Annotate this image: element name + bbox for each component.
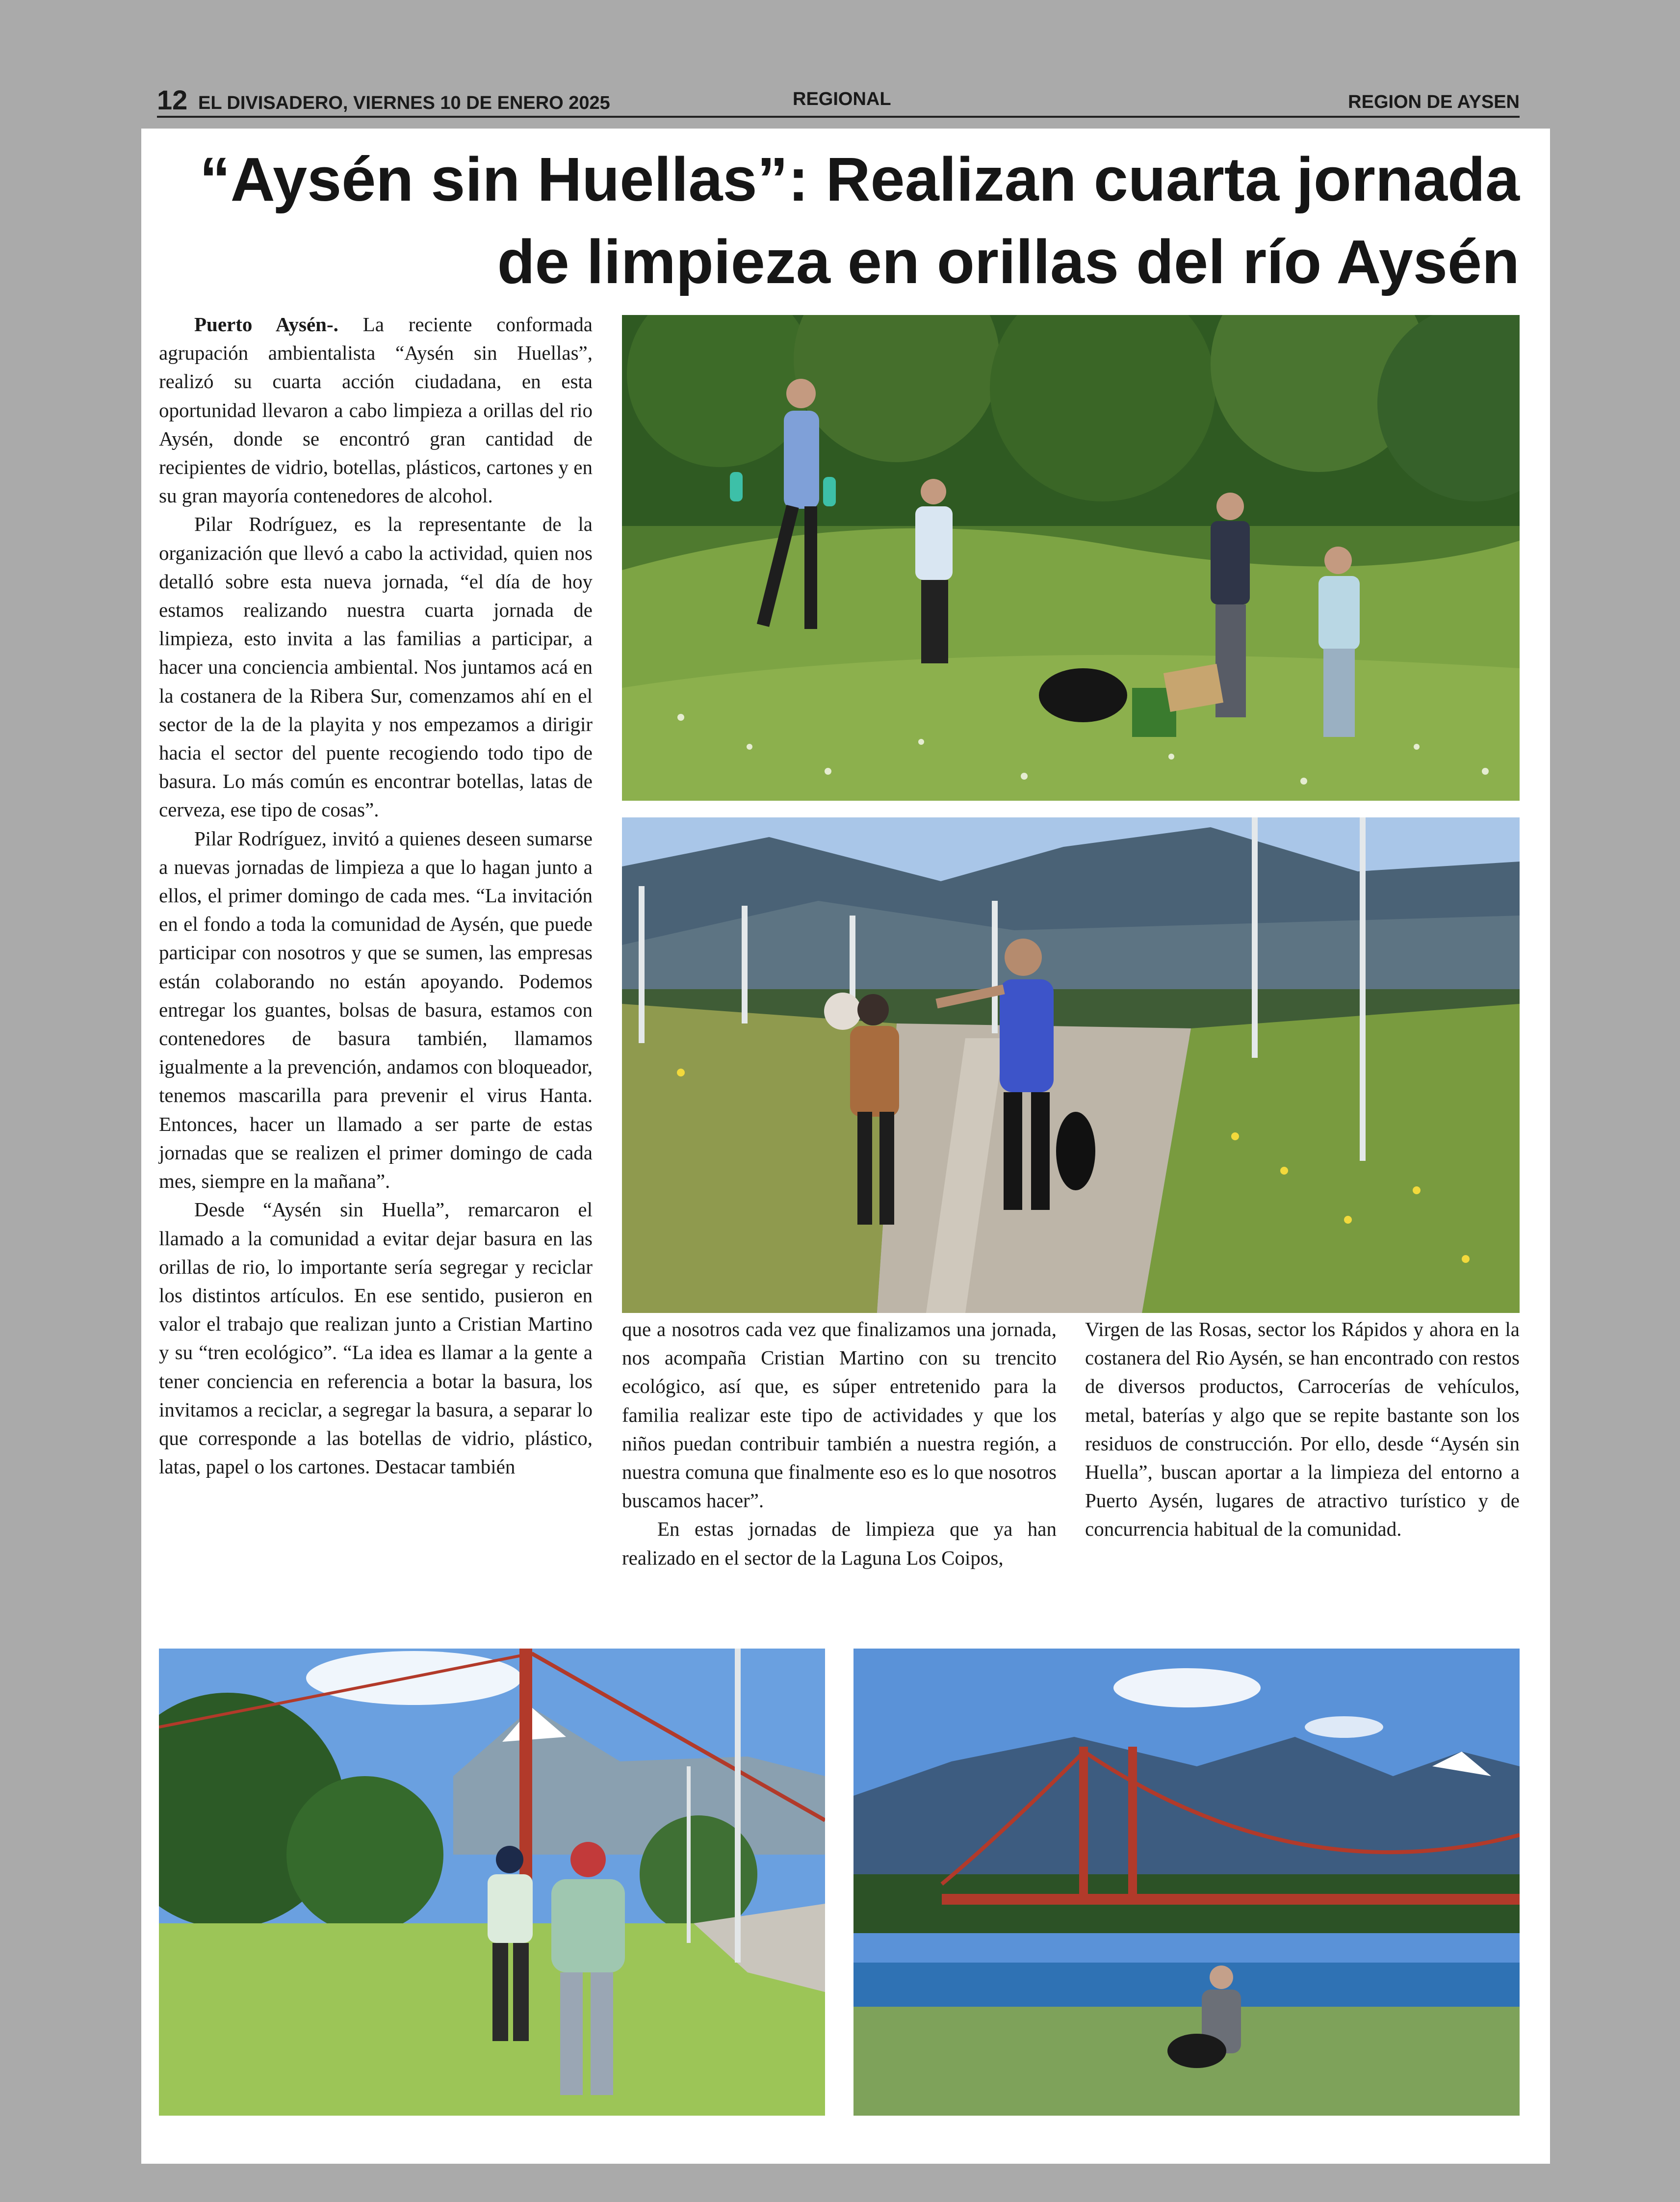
- article-column-1: [159, 310, 593, 1481]
- page-header: [157, 84, 1520, 118]
- article-paragraph: Pilar Rodríguez, es la representante de la organización que llevó a cabo la actividad, quien nos detalló sobre esta nueva jornada, “el día de hoy estamos realizando nuestra cuarta jornada de limpieza, esto invita a las familias a participar, a hacer una conciencia ambiental. Nos juntamos acá en la costanera de la Ribera Sur, comenzamos ahí en el sector de la de la playita y nos empezamos a dirigir hacia el sector del puente recogiendo todo tipo de basura. Lo más común es encontrar botellas, latas de cerveza, ese tipo de cosas”.: [159, 513, 593, 821]
- article-headline: [141, 138, 1520, 303]
- headline-line-2: de limpieza en orillas del río Aysén: [497, 227, 1520, 296]
- headline-line-1: “Aysén sin Huellas”: Realizan cuarta jornada: [199, 145, 1520, 214]
- photo-red-suspension-bridge: [853, 1649, 1520, 2116]
- photo-children-bridge-tower: [159, 1649, 825, 2116]
- article-column-3: [1085, 1315, 1520, 1544]
- article-paragraph: Desde “Aysén sin Huella”, remarcaron el llamado a la comunidad a evitar dejar basura en las orillas de rio, lo importante sería segregar y reciclar los distintos artículos. En ese sentido, pusieron en valor el trabajo que realizan junto a Cristian Martino y su “tren ecológico”. “La idea es llamar a la gente a tener conciencia en referencia a botar la basura, los invitamos a reciclar, a segregar la basura, a separar lo que corresponde a las botellas de vidrio, plástico, latas, papel o los cartones. Destacar también: [159, 1198, 593, 1478]
- photo-volunteers-grass: [622, 315, 1520, 801]
- section-label: REGIONAL: [793, 89, 891, 109]
- article-paragraph: Virgen de las Rosas, sector los Rápidos y ahora en la costanera del Rio Aysén, se han encontrado con restos de diversos productos, Carrocerías de vehículos, metal, baterías y algo que se repite bastante son los residuos de construcción. Por ello, desde “Aysén sin Huella”, buscan aportar a la limpieza del entorno a Puerto Aysén, lugares de atractivo turístico y de concurrencia habitual de la comunidad.: [1085, 1318, 1520, 1541]
- article-paragraph: En estas jornadas de limpieza que ya han realizado en el sector de la Laguna Los Coipos,: [622, 1518, 1057, 1569]
- article-paragraph: Puerto Aysén-. La reciente conformada agrupación ambientalista “Aysén sin Huellas”, realizó su cuarta acción ciudadana, en esta oportunidad llevaron a cabo limpieza a orillas del rio Aysén, donde se encontró gran cantidad de recipientes de vidrio, botellas, plásticos, cartones y en su gran mayoría contenedores de alcohol.: [159, 313, 593, 507]
- page-number: 12: [157, 84, 188, 115]
- dateline: Puerto Aysén-.: [194, 313, 338, 336]
- photo-path-streetlights: [622, 817, 1520, 1313]
- region-label: REGION DE AYSEN: [1348, 92, 1520, 112]
- article-paragraph: que a nosotros cada vez que finalizamos una jornada, nos acompaña Cristian Martino con su trencito ecológico, así que, es súper entretenido para la familia realizar este tipo de actividades y que los niños puedan contribuir también a nuestra región, a nuestra comuna que finalmente eso es lo que nosotros buscamos hacer”.: [622, 1318, 1057, 1512]
- article-paragraph: Pilar Rodríguez, invitó a quienes deseen sumarse a nuevas jornadas de limpieza a que lo hagan junto a ellos, el primer domingo de cada mes. “La invitación en el fondo a toda la comunidad de Aysén, que puede participar con nosotros y que se sumen, las empresas están colaborando no están apoyando. Podemos entregar los guantes, bolsas de basura, estamos con contenedores de basura también, llamamos igualmente a la prevención, andamos con bloqueador, tenemos mascarilla para prevenir el virus Hanta. Entonces, hacer un llamado a ser parte de estas jornadas que se realizen el primer domingo de cada mes, siempre en la mañana”.: [159, 827, 593, 1193]
- article-column-2: [622, 1315, 1057, 1572]
- publication-dateline: EL DIVISADERO, VIERNES 10 DE ENERO 2025: [198, 93, 610, 113]
- article-page: [141, 129, 1550, 2164]
